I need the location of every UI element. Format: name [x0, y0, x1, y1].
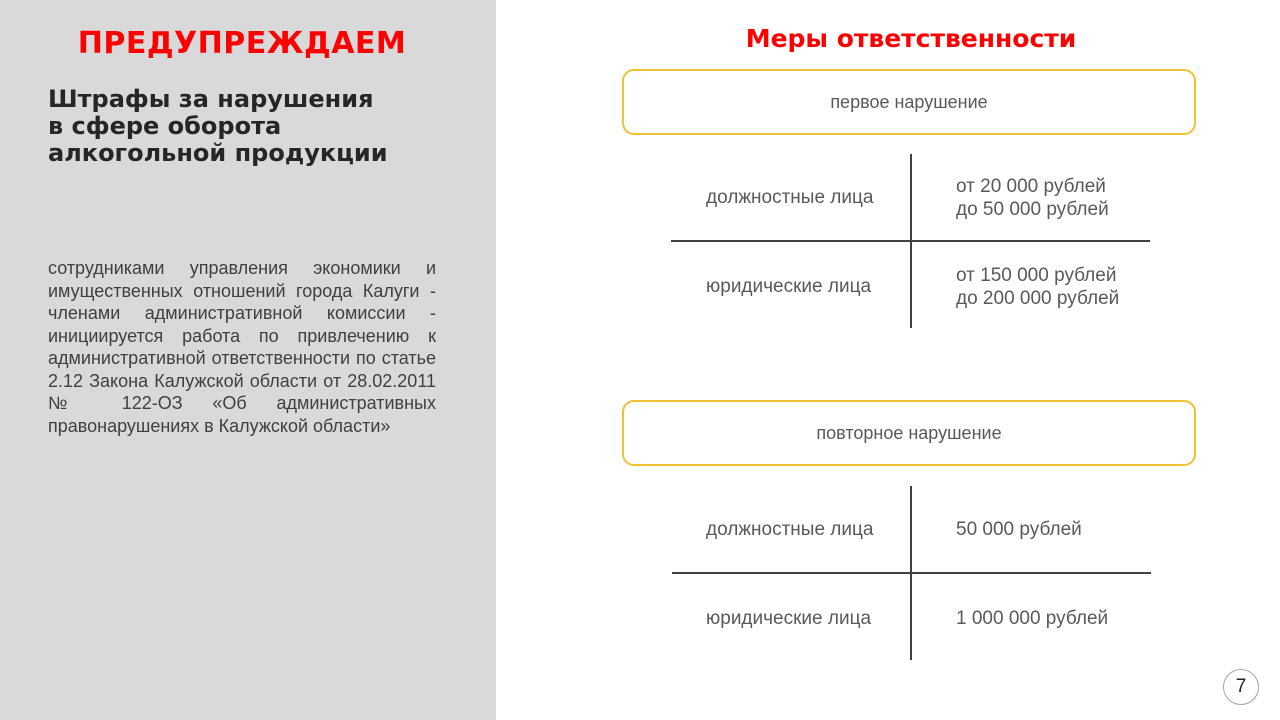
official-fine: [956, 175, 1109, 221]
page-number: 7: [1223, 669, 1259, 705]
repeat-violation-label: повторное нарушение: [816, 422, 1002, 443]
official-label: должностные лица: [706, 519, 874, 540]
fine-line: от 150 000 рублей: [956, 265, 1117, 286]
fine-line: 1 000 000 рублей: [956, 608, 1109, 629]
official-label: должностные лица: [706, 187, 874, 208]
table-divider-horizontal: [672, 572, 1151, 574]
repeat-violation-box: [622, 400, 1196, 466]
first-violation-label: первое нарушение: [830, 91, 988, 112]
fine-line: 50 000 рублей: [956, 519, 1082, 540]
legal-entity-fine: [956, 607, 1108, 630]
description-text: сотрудниками управления экономики и имущественных отношений города Калуги - членами административной комиссии - инициируется работа по привлечению к административной ответственности по статье 2.12 Закона Калужской области от 28.02.2011 № 122-ОЗ «Об административных правонарушениях в Калужской области»: [48, 258, 436, 436]
table-divider-horizontal: [671, 240, 1150, 242]
responsibility-title: Меры ответственности: [745, 24, 1077, 53]
fine-line: от 20 000 рублей: [956, 176, 1106, 197]
first-violation-box: [622, 69, 1196, 135]
fines-subtitle: [48, 86, 468, 167]
legal-entity-label: юридические лица: [706, 276, 872, 297]
legal-entity-label: юридические лица: [706, 608, 872, 629]
warning-heading: ПРЕДУПРЕЖДАЕМ: [77, 26, 407, 61]
left-panel: [0, 0, 496, 720]
fine-line: до 50 000 рублей: [956, 199, 1109, 220]
official-fine: [956, 518, 1082, 541]
subtitle-line: в сфере оборота: [48, 112, 282, 140]
subtitle-line: Штрафы за нарушения: [48, 85, 374, 113]
legal-entity-fine: [956, 264, 1119, 310]
subtitle-line: алкогольной продукции: [48, 139, 388, 167]
fine-line: до 200 000 рублей: [956, 288, 1120, 309]
